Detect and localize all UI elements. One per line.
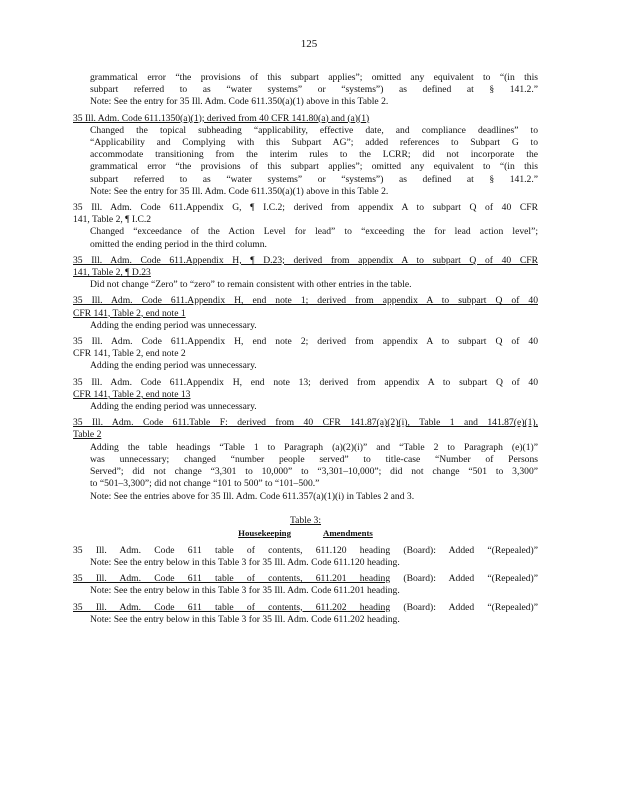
entry-text: grammatical error “the provisions of this subpart applies”; omitted any equivalent to “(in this xyxy=(90,161,538,173)
table2-entries xyxy=(73,72,538,503)
entry-line xyxy=(73,573,538,585)
entry-line xyxy=(73,320,538,332)
entry-block xyxy=(73,377,538,414)
table3-headings xyxy=(73,527,538,539)
citation-underlined: 35 Ill. Adm. Code 611 table of contents, 611.202 heading xyxy=(73,601,391,613)
entry-line xyxy=(73,614,538,626)
citation-text: 35 Ill. Adm. Code 611.1350(a)(1); derived from 40 CFR 141.80(a) and (a)(1) xyxy=(73,112,370,124)
citation-text: 35 Ill. Adm. Code 611.Appendix H, end note 2; derived from appendix A to subpart Q of 40 xyxy=(73,336,538,348)
page-number: 125 xyxy=(300,38,318,50)
entry-line xyxy=(73,214,538,226)
entry-line xyxy=(73,72,538,84)
entry-block xyxy=(73,573,538,597)
entry-text: to “501–3,300”; did not change “101 to 500” to “101–500.” xyxy=(90,478,320,490)
entry-text: omitted the ending period in the third column. xyxy=(90,238,267,250)
entry-line xyxy=(73,202,538,214)
citation-text: CFR 141, Table 2, end note 2 xyxy=(73,348,186,360)
citation-text: 141, Table 2, ¶ D.23 xyxy=(73,267,151,279)
entry-text: Adding the ending period was unnecessary. xyxy=(90,401,257,413)
entry-line xyxy=(73,336,538,348)
entry-block xyxy=(73,295,538,332)
document-body xyxy=(73,72,538,630)
citation-text: CFR 141, Table 2, end note 1 xyxy=(73,307,186,319)
entry-line xyxy=(73,545,538,557)
entry-block xyxy=(73,602,538,626)
entry-line xyxy=(73,585,538,597)
entry-line xyxy=(73,442,538,454)
entry-block xyxy=(73,72,538,109)
entry-text: Served”; did not change “3,301 to 10,000” to “3,301–10,000”; did not change “501 to 3,300” xyxy=(90,466,538,478)
citation-text: 35 Ill. Adm. Code 611.Appendix H, end note 1; derived from appendix A to subpart Q of 40 xyxy=(73,295,538,307)
entry-block xyxy=(73,336,538,373)
citation-text: CFR 141, Table 2, end note 13 xyxy=(73,388,191,400)
table3-title xyxy=(73,515,538,527)
table3-title-text: Table 3: xyxy=(289,514,322,526)
entry-line xyxy=(73,255,538,267)
entry-line xyxy=(73,161,538,173)
entry-line xyxy=(73,96,538,108)
entry-text: “Applicability and Complying with this Subpart AG”; added references to Subpart G to xyxy=(90,137,538,149)
citation-text: 35 Ill. Adm. Code 611.Appendix H, end note 13; derived from appendix A to subpart Q of 40 xyxy=(73,376,538,388)
entry-line xyxy=(73,84,538,96)
entry-text: Note: See the entry below in this Table 3 for 35 Ill. Adm. Code 611.201 heading. xyxy=(90,585,400,597)
entry-line xyxy=(73,308,538,320)
entry-line xyxy=(73,491,538,503)
entry-line xyxy=(73,557,538,569)
entry-text: Adding the ending period was unnecessary. xyxy=(90,360,257,372)
entry-line xyxy=(73,239,538,251)
entry-text: subpart referred to as “water systems” or “systems”) as defined at § 141.2.” xyxy=(90,173,538,185)
entry-line xyxy=(73,429,538,441)
entry-text: Note: See the entry for 35 Ill. Adm. Code 611.350(a)(1) above in this Table 2. xyxy=(90,96,389,108)
citation-rest: (Board): Added “(Repealed)” xyxy=(390,601,538,613)
entry-line xyxy=(73,279,538,291)
entry-text: Note: See the entry for 35 Ill. Adm. Code 611.350(a)(1) above in this Table 2. xyxy=(90,185,389,197)
citation-text: Table 2 xyxy=(73,429,102,441)
entry-line xyxy=(73,295,538,307)
entry-block xyxy=(73,202,538,251)
entry-text: grammatical error “the provisions of this subpart applies”; omitted any equivalent to “(in this xyxy=(90,72,538,83)
entry-text: subpart referred to as “water systems” or “systems”) as defined at § 141.2.” xyxy=(90,84,538,96)
table3-col-amendments: Amendments xyxy=(322,527,373,538)
entry-line xyxy=(73,125,538,137)
entry-text: Note: See the entry below in this Table 3 for 35 Ill. Adm. Code 611.202 heading. xyxy=(90,613,400,625)
entry-line xyxy=(73,267,538,279)
entry-line xyxy=(73,478,538,490)
entry-line xyxy=(73,401,538,413)
entry-line xyxy=(73,454,538,466)
citation-text: 35 Ill. Adm. Code 611.Appendix H, ¶ D.23; derived from appendix A to subpart Q of 40 CFR xyxy=(73,254,538,266)
entry-line xyxy=(73,389,538,401)
citation-underlined: 35 Ill. Adm. Code 611 table of contents, 611.201 heading xyxy=(73,573,391,585)
entry-text: accommodate transitioning from the interim rules to the LCRR; did not incorporate the xyxy=(90,149,538,161)
entry-block xyxy=(73,113,538,198)
entry-line xyxy=(73,377,538,389)
citation-rest: (Board): Added “(Repealed)” xyxy=(390,573,538,585)
table3-col-housekeeping: Housekeeping xyxy=(238,527,291,538)
entry-text: Adding the table headings “Table 1 to Paragraph (a)(2)(i)” and “Table 2 to Paragraph (e)(1)” xyxy=(90,441,538,453)
entry-text: Note: See the entries above for 35 Ill. Adm. Code 611.357(a)(1)(i) in Tables 2 and 3. xyxy=(90,490,415,502)
citation-text: 35 Ill. Adm. Code 611 table of contents, 611.120 heading (Board): Added “(Repealed)” xyxy=(73,544,538,556)
entry-block xyxy=(73,255,538,292)
entry-text: Adding the ending period was unnecessary. xyxy=(90,319,257,331)
citation-text: 141, Table 2, ¶ I.C.2 xyxy=(73,214,152,226)
entry-text: Did not change “Zero” to “zero” to remain consistent with other entries in the table. xyxy=(90,279,412,291)
entry-text: Changed the topical subheading “applicability, effective date, and compliance deadlines” to xyxy=(90,124,538,136)
entry-line xyxy=(73,113,538,125)
entry-text: was unnecessary; changed “number people served” to title-case “Number of Persons xyxy=(90,453,538,465)
entry-line xyxy=(73,149,538,161)
entry-text: Changed “exceedance of the Action Level for lead” to “exceeding the for lead action level”; xyxy=(90,226,538,238)
entry-line xyxy=(73,186,538,198)
entry-line xyxy=(73,602,538,614)
entry-line xyxy=(73,174,538,186)
entry-line xyxy=(73,226,538,238)
entry-line xyxy=(73,417,538,429)
entry-line xyxy=(73,348,538,360)
entry-line xyxy=(73,466,538,478)
entry-block xyxy=(73,417,538,502)
citation-text: 35 Ill. Adm. Code 611.Table F: derived from 40 CFR 141.87(a)(2)(i), Table 1 and 141.87(e)(1), xyxy=(73,417,538,429)
citation-text: 35 Ill. Adm. Code 611.Appendix G, ¶ I.C.2; derived from appendix A to subpart Q of 40 CFR xyxy=(73,202,538,214)
table3-entries xyxy=(73,545,538,626)
entry-line xyxy=(73,137,538,149)
entry-block xyxy=(73,545,538,569)
entry-text: Note: See the entry below in this Table 3 for 35 Ill. Adm. Code 611.120 heading. xyxy=(90,556,400,568)
entry-line xyxy=(73,360,538,372)
